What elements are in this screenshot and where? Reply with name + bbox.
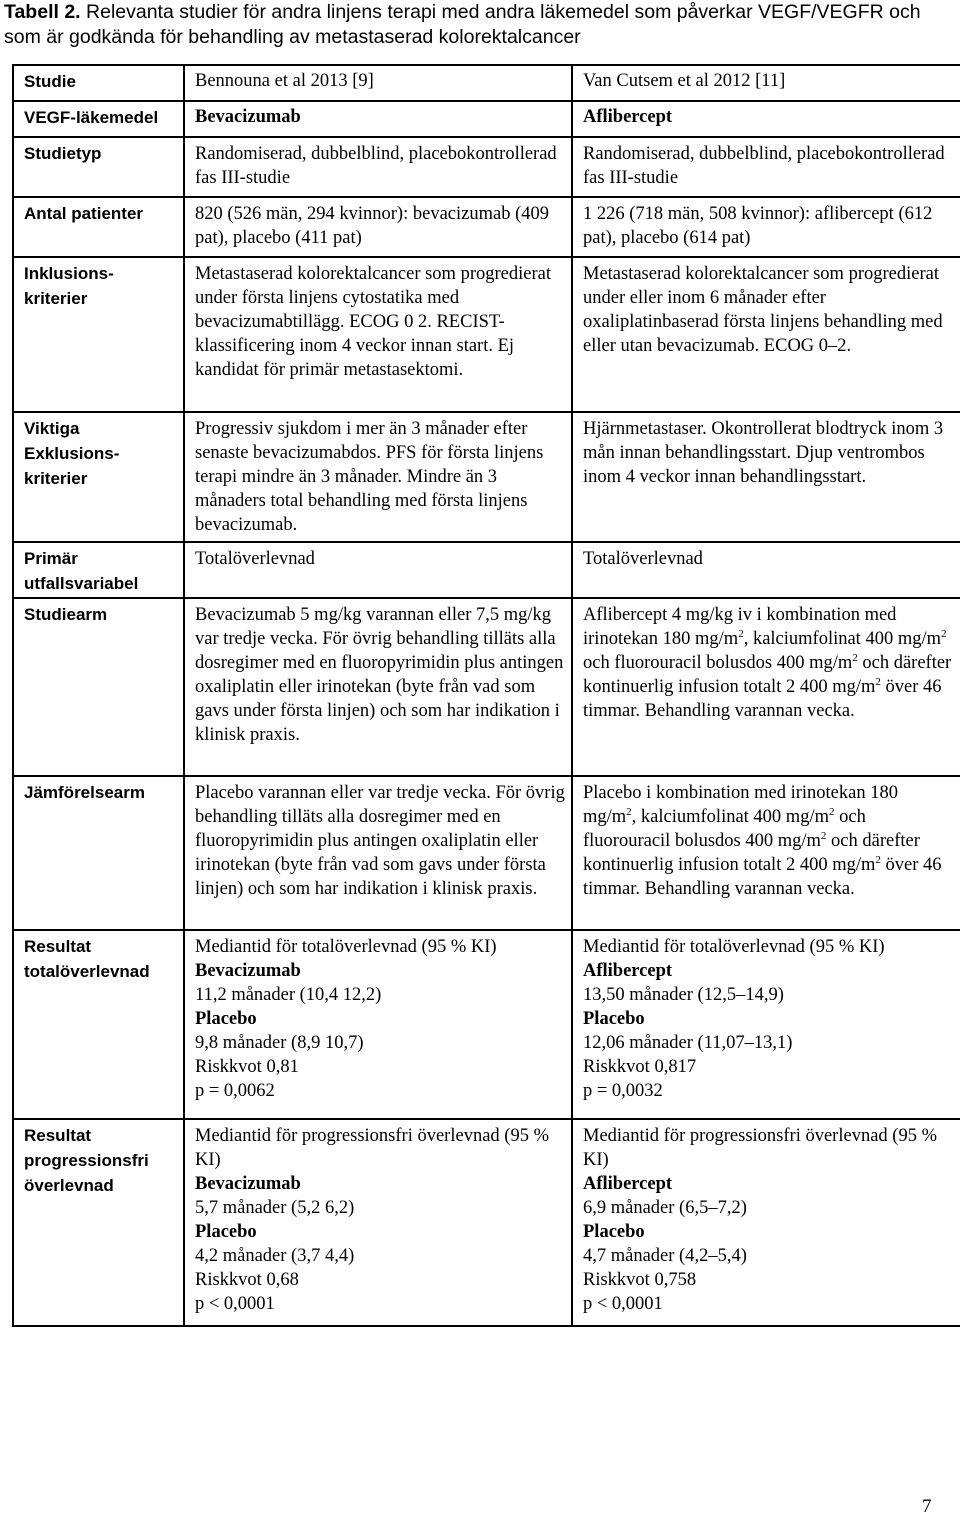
resultat-os-2	[572, 930, 960, 1119]
table-row	[13, 65, 960, 101]
inklusion-1: Metastaserad kolorektalcancer som progredierat under första linjens cytostatika med bevacizumabtillägg. ECOG 0 2. RECIST-klassificering inom 4 veckor innan start. Ej kandidat för primär metastasektomi.	[184, 257, 572, 412]
result-placebo: Placebo	[195, 1009, 257, 1029]
table-row	[13, 542, 960, 598]
result-p-value: p < 0,0001	[195, 1294, 275, 1314]
table-row	[13, 412, 960, 542]
drug-name-2: Aflibercept	[572, 101, 960, 137]
page-number: 7	[922, 1496, 932, 1517]
table-caption	[4, 0, 954, 50]
result-placebo: Placebo	[583, 1222, 645, 1242]
result-placebo: Placebo	[195, 1222, 257, 1242]
table-row	[13, 101, 960, 137]
jamforelse-2	[572, 776, 960, 930]
antal-2: 1 226 (718 män, 508 kvinnor): aflibercept (612 pat), placebo (614 pat)	[572, 197, 960, 257]
row-label-primar: Primär utfallsvariabel	[13, 542, 184, 598]
table-row	[13, 137, 960, 197]
result-hazard-ratio: Riskkvot 0,758	[583, 1270, 697, 1290]
primar-2: Totalöverlevnad	[572, 542, 960, 598]
result-hazard-ratio: Riskkvot 0,81	[195, 1057, 299, 1077]
table-row	[13, 257, 960, 412]
studiearm-2-text: över 46 timmar. Behandling varannan vecka.	[583, 677, 942, 721]
superscript: 2	[875, 853, 881, 866]
result-drug-value: 13,50 månader (12,5–14,9)	[583, 985, 784, 1005]
superscript: 2	[852, 651, 858, 664]
caption-prefix: Tabell 2.	[4, 1, 81, 23]
exklusion-2: Hjärnmetastaser. Okontrollerat blodtryck inom 3 mån innan behandlingsstart. Djup ventrombos inom 4 veckor innan behandlingsstart.	[572, 412, 960, 542]
table-row	[13, 598, 960, 776]
jamforelse-2-text: och därefter kontinuerlig infusion totalt 2 400 mg/m	[583, 831, 920, 875]
superscript: 2	[626, 805, 632, 818]
superscript: 2	[828, 805, 835, 818]
superscript: 2	[941, 627, 947, 640]
result-drug: Aflibercept	[583, 961, 673, 981]
result-heading: Mediantid för progressionsfri överlevnad (95 % KI)	[195, 1126, 549, 1170]
caption-text: Relevanta studier för andra linjens terapi med andra läkemedel som påverkar VEGF/VEGFR och som är godkända för behandling av metastaserad kolorektalcancer	[4, 1, 921, 48]
resultat-pfs-1	[184, 1119, 572, 1326]
result-p-value: p < 0,0001	[583, 1294, 663, 1314]
label-line: progressionsfri	[24, 1151, 149, 1170]
jamforelse-2-text: och fluorouracil bolusdos 400 mg/m	[583, 807, 866, 851]
result-hazard-ratio: Riskkvot 0,68	[195, 1270, 299, 1290]
result-drug: Bevacizumab	[195, 1174, 301, 1194]
resultat-pfs-2	[572, 1119, 960, 1326]
table-row	[13, 197, 960, 257]
row-label-studiearm: Studiearm	[13, 598, 184, 776]
result-heading: Mediantid för totalöverlevnad (95 % KI)	[195, 937, 497, 957]
label-line: Resultat	[24, 937, 92, 956]
studiearm-1: Bevacizumab 5 mg/kg varannan eller 7,5 mg/kg var tredje vecka. För övrig behandling tilläts alla dosregimer med en fluoropyrimidin plus antingen oxaliplatin eller irinotekan (byte från vad som gavs under första linjen) och som har indikation i klinisk praxis.	[184, 598, 572, 776]
exklusion-1: Progressiv sjukdom i mer än 3 månader efter senaste bevacizumabdos. PFS för första linjens terapi mindre än 3 månader. Mindre än 3 månaders total behandling med första linjens bevacizumab.	[184, 412, 572, 542]
header-label: Studie	[13, 65, 184, 101]
result-drug-value: 5,7 månader (5,2 6,2)	[195, 1198, 355, 1218]
studietyp-1: Randomiserad, dubbelblind, placebokontrollerad fas III-studie	[184, 137, 572, 197]
studiearm-2-text: , kalciumfolinat 400 mg/m	[743, 629, 941, 649]
studiearm-2-text: Aflibercept 4 mg/kg iv i kombination med irinotekan 180 mg/m	[583, 605, 897, 649]
row-label-antal: Antal patienter	[13, 197, 184, 257]
studiearm-2	[572, 598, 960, 776]
header-study-2: Van Cutsem et al 2012 [11]	[572, 65, 960, 101]
row-label-jamforelse: Jämförelsearm	[13, 776, 184, 930]
studiearm-2-text: och fluorouracil bolusdos 400 mg/m	[583, 653, 853, 673]
result-drug: Bevacizumab	[195, 961, 301, 981]
label-line: Resultat	[24, 1126, 92, 1145]
study-comparison-table	[12, 64, 960, 1327]
result-hazard-ratio: Riskkvot 0,817	[583, 1057, 697, 1077]
result-drug: Aflibercept	[583, 1174, 673, 1194]
result-placebo-value: 9,8 månader (8,9 10,7)	[195, 1033, 364, 1053]
inklusion-2: Metastaserad kolorektalcancer som progredierat under eller inom 6 månader efter oxaliplatinbaserad första linjens behandling med eller utan bevacizumab. ECOG 0–2.	[572, 257, 960, 412]
drug-name-1: Bevacizumab	[184, 101, 572, 137]
result-drug-value: 6,9 månader (6,5–7,2)	[583, 1198, 747, 1218]
studiearm-2-text: och därefter kontinuerlig infusion totalt 2 400 mg/m	[583, 653, 952, 697]
table-row	[13, 1119, 960, 1326]
result-p-value: p = 0,0032	[583, 1081, 663, 1101]
result-placebo: Placebo	[583, 1009, 645, 1029]
jamforelse-2-text: Placebo i kombination med irinotekan 180 mg/m	[583, 783, 898, 827]
result-drug-value: 11,2 månader (10,4 12,2)	[195, 985, 382, 1005]
result-placebo-value: 4,2 månader (3,7 4,4)	[195, 1246, 355, 1266]
result-heading: Mediantid för progressionsfri överlevnad (95 % KI)	[583, 1126, 937, 1170]
primar-1: Totalöverlevnad	[184, 542, 572, 598]
jamforelse-1: Placebo varannan eller var tredje vecka. För övrig behandling tilläts alla dosregimer med en fluoropyrimidin plus antingen oxaliplatin eller irinotekan (byte från vad som gavs under första linjen) och som har indikation i klinisk praxis.	[184, 776, 572, 930]
result-placebo-value: 12,06 månader (11,07–13,1)	[583, 1033, 793, 1053]
resultat-os-1	[184, 930, 572, 1119]
studietyp-2: Randomiserad, dubbelblind, placebokontrollerad fas III-studie	[572, 137, 960, 197]
superscript: 2	[875, 675, 881, 688]
result-p-value: p = 0,0062	[195, 1081, 275, 1101]
row-label-resultat-os	[13, 930, 184, 1119]
row-label-inklusion: Inklusions-kriterier	[13, 257, 184, 412]
label-line: överlevnad	[24, 1176, 114, 1195]
antal-1: 820 (526 män, 294 kvinnor): bevacizumab (409 pat), placebo (411 pat)	[184, 197, 572, 257]
result-heading: Mediantid för totalöverlevnad (95 % KI)	[583, 937, 885, 957]
row-label-vegf: VEGF-läkemedel	[13, 101, 184, 137]
label-line: totalöverlevnad	[24, 962, 150, 981]
row-label-resultat-pfs	[13, 1119, 184, 1326]
jamforelse-2-text: över 46 timmar. Behandling varannan vecka.	[583, 855, 942, 899]
table-row	[13, 776, 960, 930]
row-label-studietyp: Studietyp	[13, 137, 184, 197]
table-row	[13, 930, 960, 1119]
superscript: 2	[738, 627, 744, 640]
header-study-1: Bennouna et al 2013 [9]	[184, 65, 572, 101]
result-placebo-value: 4,7 månader (4,2–5,4)	[583, 1246, 747, 1266]
jamforelse-2-text: , kalciumfolinat 400 mg/m	[631, 807, 829, 827]
row-label-exklusion: Viktiga Exklusions-kriterier	[13, 412, 184, 542]
superscript: 2	[820, 829, 827, 842]
